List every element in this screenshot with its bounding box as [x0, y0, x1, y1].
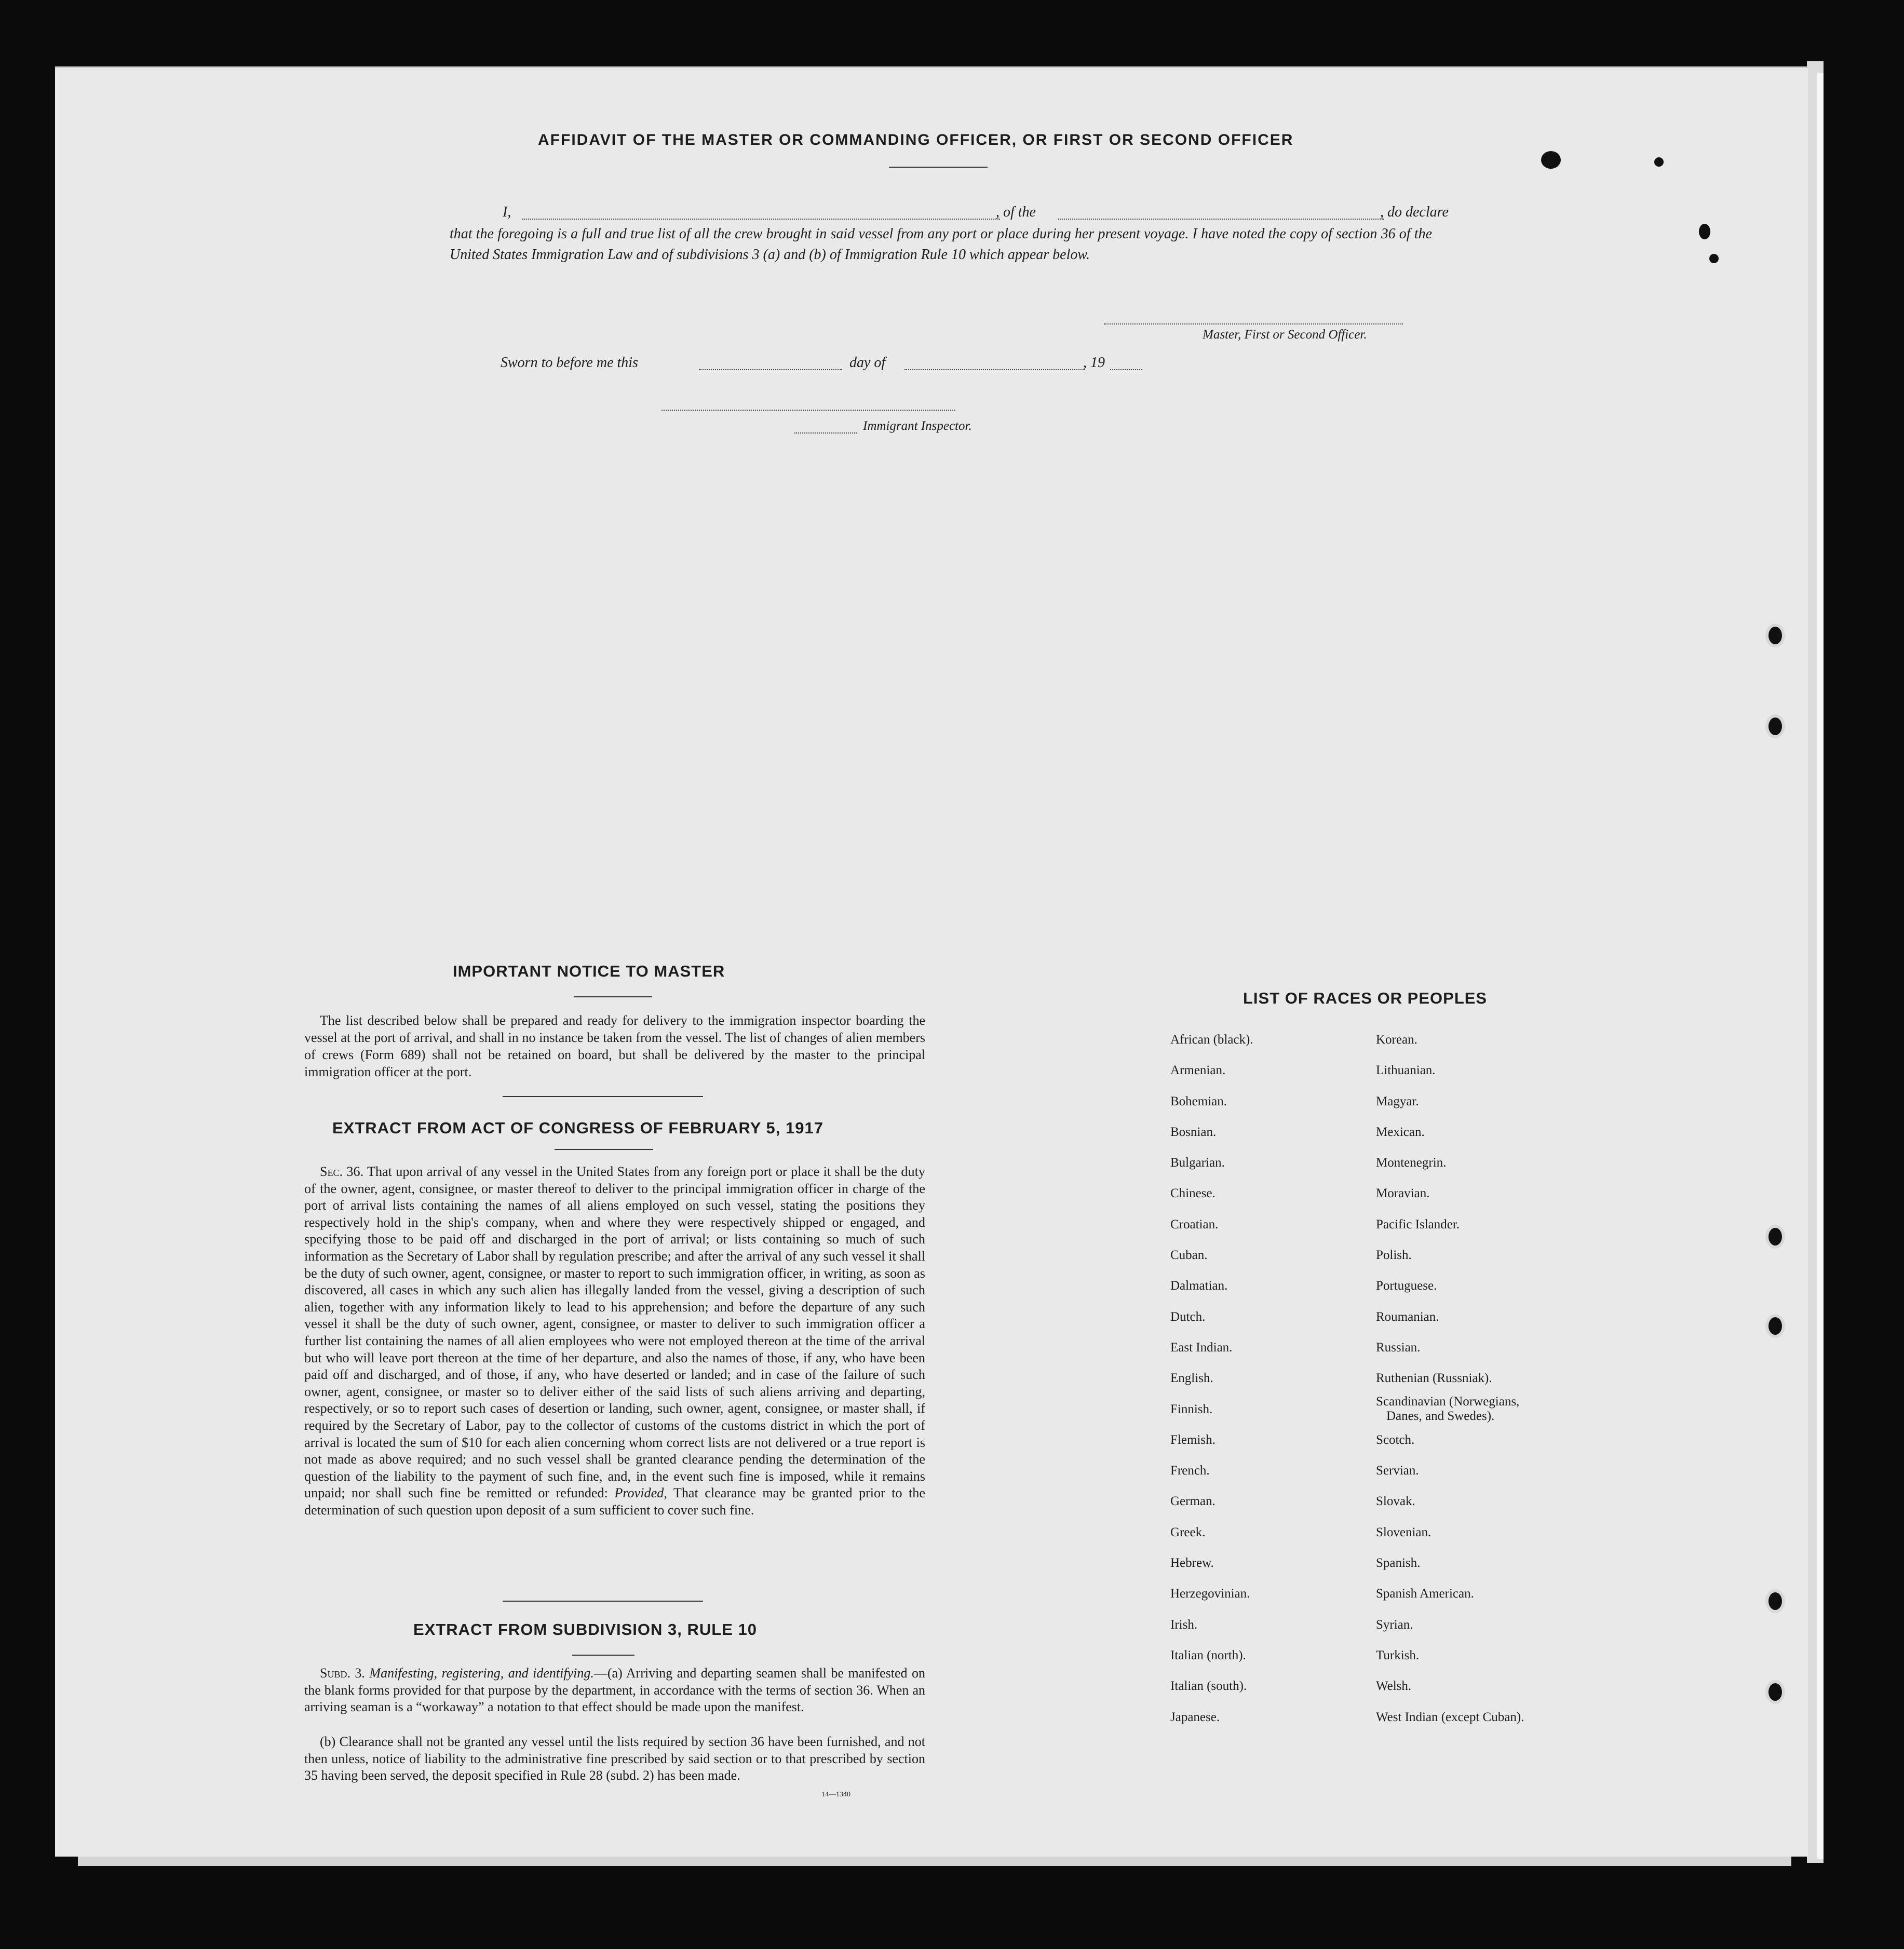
race-item: Portuguese.	[1376, 1279, 1437, 1293]
race-item: Lithuanian.	[1376, 1063, 1436, 1078]
act-rule	[555, 1149, 653, 1150]
binder-hole	[1765, 624, 1785, 647]
officer-signature-label: Master, First or Second Officer.	[1203, 328, 1367, 342]
race-item: Slovak.	[1376, 1494, 1415, 1509]
race-item: Italian (south).	[1170, 1679, 1247, 1694]
race-item: Russian.	[1376, 1340, 1421, 1355]
race-item: Korean.	[1376, 1033, 1417, 1047]
notice-rule	[574, 996, 652, 997]
races-right-column	[1376, 1024, 1524, 1733]
race-item: Bulgarian.	[1170, 1156, 1225, 1170]
page-edge-inner	[1817, 73, 1824, 1859]
vessel-name-blank	[1058, 219, 1384, 220]
race-item-continued: Danes, and Swedes).	[1386, 1409, 1495, 1423]
rule10-title: EXTRACT FROM SUBDIVISION 3, RULE 10	[413, 1620, 757, 1639]
race-item: Moravian.	[1376, 1186, 1430, 1201]
race-item: Irish.	[1170, 1617, 1198, 1632]
race-item: Turkish.	[1376, 1648, 1420, 1662]
master-name-blank	[522, 219, 1000, 220]
race-item: Polish.	[1376, 1248, 1412, 1263]
year-prefix: , 19	[1083, 355, 1105, 371]
sworn-date-blank	[699, 369, 842, 370]
race-item: Pacific Islander.	[1376, 1217, 1460, 1231]
race-item: Italian (north).	[1170, 1648, 1246, 1662]
race-item: Welsh.	[1376, 1679, 1412, 1694]
inspector-signature-line	[661, 410, 955, 411]
ink-blot	[1709, 254, 1719, 263]
race-item: Montenegrin.	[1376, 1156, 1447, 1170]
race-item: West Indian (except Cuban).	[1376, 1710, 1524, 1724]
race-item: English.	[1170, 1371, 1213, 1386]
affidavit-title: AFFIDAVIT OF THE MASTER OR COMMANDING OFFICER, OR FIRST OR SECOND OFFICER	[538, 131, 1294, 148]
race-item: Ruthenian (Russniak).	[1376, 1371, 1492, 1386]
race-item: East Indian.	[1170, 1340, 1233, 1355]
race-item: Croatian.	[1170, 1217, 1219, 1231]
race-item: Bosnian.	[1170, 1125, 1217, 1139]
notice-title: IMPORTANT NOTICE TO MASTER	[453, 962, 725, 980]
race-item: Servian.	[1376, 1464, 1419, 1478]
subd-a-text: —(a) Arriving and departing seamen shall be manifested on the blank forms provided for that purpose by the department, in accordance with the terms of section 36. When an arriving seaman is a “workaway” a notation to that effect should be made upon the manifest.	[304, 1666, 925, 1715]
act-text: That upon arrival of any vessel in the United States from any foreign port or place it shall be the duty of the owner, agent, consignee, or master thereof to deliver to the principal immigration officer in charge of the port of arrival lists containing the names of all aliens employed on such vessel, stating the positions they respectively hold in the ship's company, when and where they were respectively shipped or engaged, and specifying those to be paid off and discharged in the port of arrival; or lists containing so much of such information as the Secretary of Labor shall by regulation prescribe; and after the arrival of any such vessel it shall be the duty of such owner, agent, consignee, or master to report to such immigration officer, in writing, as soon as discovered, all cases in which any such alien has illegally landed from the vessel, giving a description of such alien, together with any information likely to lead to his apprehension; and before the departure of any such vessel it shall be the duty of such owner, agent, consignee, or master to deliver to such immigration officer a further list containing the names of all alien employees who were not employed thereon at the time of the arrival but who will leave port thereon at the time of her departure, and also the names of those, if any, who have been paid off and discharged, and of those, if any, who have deserted or landed; and in case of the failure of such owner, agent, consignee, or master so to deliver either of the said lists of such aliens arriving and departing, respectively, or so to report such cases of desertion or landing, such owner, agent, consignee, or master shall, if required by the Secretary of Labor, pay to the collector of customs of the customs district in which the port of arrival is located the sum of $10 for each alien concerning whom correct lists are not delivered or a true report is not made as above required; and no such vessel shall be granted clearance pending the determination of the question of the liability to the payment of such fine, and, in the event such fine is imposed, while it remains unpaid; nor shall such fine be remitted or refunded:	[304, 1164, 925, 1501]
act-body	[304, 1163, 925, 1519]
race-item: African (black).	[1170, 1033, 1253, 1047]
act-text-end: That clearance may be granted prior to the determination of such question upon deposit of a sum sufficient to cover such fine.	[304, 1485, 926, 1518]
race-item: Roumanian.	[1376, 1309, 1439, 1324]
race-item: Herzegovinian.	[1170, 1587, 1250, 1601]
race-item: Scandinavian (Norwegians,	[1376, 1394, 1520, 1409]
race-item: Armenian.	[1170, 1063, 1226, 1078]
race-item: Flemish.	[1170, 1432, 1216, 1447]
binder-hole	[1765, 1589, 1785, 1613]
race-item: Dutch.	[1170, 1309, 1206, 1324]
inspector-label: Immigrant Inspector.	[863, 419, 972, 433]
race-item: Japanese.	[1170, 1710, 1220, 1724]
races-left-column	[1170, 1024, 1253, 1733]
race-item: Chinese.	[1170, 1186, 1216, 1201]
affidavit-line-declare: , do declare	[1380, 204, 1449, 220]
binder-hole	[1765, 1225, 1785, 1249]
section-divider	[503, 1601, 703, 1602]
officer-signature-line	[1104, 323, 1403, 324]
rule10-para-a	[304, 1665, 925, 1716]
races-title: LIST OF RACES OR PEOPLES	[1243, 989, 1488, 1007]
race-item: Spanish.	[1376, 1556, 1421, 1571]
ink-blot	[1699, 224, 1710, 239]
subd-label: Subd. 3.	[320, 1666, 365, 1681]
month-blank	[904, 369, 1085, 370]
race-item: Mexican.	[1376, 1125, 1425, 1139]
race-item: French.	[1170, 1464, 1210, 1478]
race-item: Slovenian.	[1376, 1525, 1432, 1539]
title-rule	[889, 167, 988, 168]
ink-blot	[1654, 157, 1664, 167]
rule10-para-b: (b) Clearance shall not be granted any vessel until the lists required by section 36 have been furnished, and not then unless, notice of liability to the administrative fine prescribed by said section or to that prescribed by section 35 having been served, the deposit specified in Rule 28 (subd. 2) has been made.	[304, 1734, 925, 1783]
section-label: Sec. 36.	[320, 1164, 364, 1179]
day-of-text: day of	[849, 355, 886, 371]
race-item: Dalmatian.	[1170, 1279, 1228, 1293]
race-item: Spanish American.	[1376, 1587, 1474, 1601]
rule10-rule	[572, 1655, 634, 1656]
act-title: EXTRACT FROM ACT OF CONGRESS OF FEBRUARY 5, 1917	[332, 1119, 823, 1137]
race-item: Cuban.	[1170, 1248, 1208, 1263]
race-item: Bohemian.	[1170, 1094, 1227, 1108]
race-item: Scotch.	[1376, 1432, 1415, 1447]
form-number: 14—1340	[821, 1791, 850, 1798]
race-item: German.	[1170, 1494, 1216, 1509]
binder-hole	[1765, 714, 1785, 738]
race-item: Greek.	[1170, 1525, 1206, 1539]
section-divider	[503, 1096, 703, 1097]
affidavit-body: that the foregoing is a full and true list of all the crew brought in said vessel from any port or place during her present voyage. I have noted the copy of section 36 of the United States Immigration Law and of subdivisions 3 (a) and (b) of Immigration Rule 10 which appear below.	[450, 226, 1432, 263]
race-item: Syrian.	[1376, 1617, 1413, 1632]
year-blank	[1110, 369, 1142, 370]
binder-hole	[1765, 1680, 1785, 1704]
race-item: Finnish.	[1170, 1402, 1213, 1416]
ink-blot	[1541, 151, 1561, 169]
notice-body: The list described below shall be prepared and ready for delivery to the immigration inspector boarding the vessel at the port of arrival, and shall in no instance be taken from the vessel. The list of changes of alien members of crews (Form 689) shall not be retained on board, but shall be delivered by the master to the principal immigration officer at the port.	[304, 1013, 925, 1079]
binder-hole	[1765, 1314, 1785, 1338]
race-item: Magyar.	[1376, 1094, 1419, 1108]
affidavit-line-i: I,	[503, 204, 511, 220]
sworn-text: Sworn to before me this	[501, 355, 638, 371]
affidavit-line-of-the: , of the	[996, 204, 1036, 220]
subd-heading: Manifesting, registering, and identifying.	[369, 1666, 594, 1681]
race-item: Hebrew.	[1170, 1556, 1214, 1571]
document-page	[55, 66, 1808, 1857]
provided-word: Provided,	[614, 1485, 667, 1501]
inspector-dash	[794, 432, 857, 434]
